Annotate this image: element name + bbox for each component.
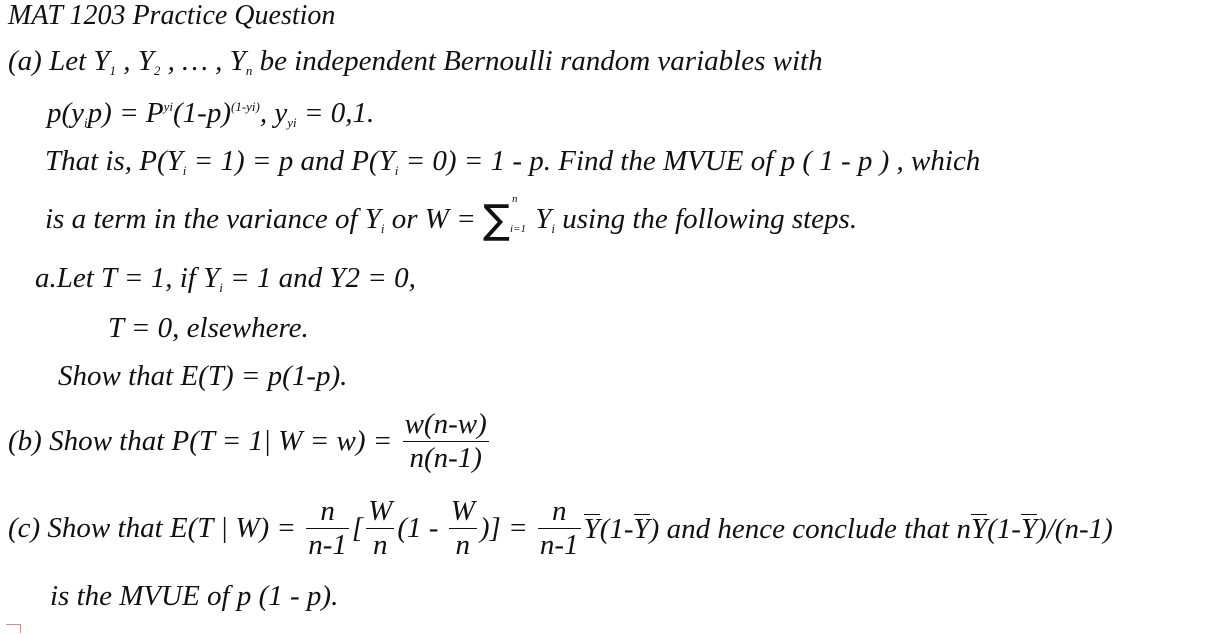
var-4: using the following steps. (555, 203, 858, 235)
c-paren-2: ) and hence conclude that n (649, 512, 971, 545)
y-bar: Y (970, 512, 988, 545)
subscript: 2 (153, 63, 161, 78)
pmf-mid2: (1-p) (173, 97, 231, 129)
subscript: i (219, 280, 223, 295)
subscript: yi (287, 115, 297, 130)
fraction-numerator: W (450, 495, 475, 527)
that-is-2: = 1) = p and P(Y (186, 145, 395, 177)
part-c-text: (c) Show that E(T | W) = (8, 512, 304, 544)
c-paren-1: (1- (599, 512, 634, 545)
fraction-numerator: w(n-w) (404, 408, 487, 440)
c-paren-3: (1- (987, 512, 1021, 545)
step-a-line-2: T = 0, elsewhere. (108, 312, 309, 344)
that-is-1: That is, P(Y (45, 145, 183, 177)
part-c-line (8, 497, 1113, 560)
sum-lower: i=1 (509, 223, 526, 236)
var-2: or W = (384, 203, 484, 235)
subscript: n (245, 63, 253, 78)
subscript: i (394, 163, 399, 178)
subscript: i (380, 221, 385, 236)
var-1: is a term in the variance of Y (45, 203, 381, 235)
part-c-line-2: is the MVUE of p (1 - p). (50, 580, 339, 612)
page-title: MAT 1203 Practice Question (8, 0, 336, 31)
that-is-line (45, 147, 980, 177)
y-bar: Y (1020, 512, 1038, 545)
part-b-text: (b) Show that P(T = 1| W = w) = (8, 425, 400, 457)
fraction-numerator: n (320, 495, 335, 527)
summation-icon: ∑ (483, 197, 510, 243)
bracket-open: [ (351, 512, 364, 544)
variance-line (45, 193, 858, 243)
part-a-line-1 (8, 47, 823, 77)
subscript: i (551, 221, 555, 236)
c-paren-4: )/(n-1) (1037, 512, 1113, 545)
pmf-tail: , y (259, 97, 288, 129)
c-close: )] = (479, 512, 535, 544)
subscript: 1 (109, 63, 116, 78)
step-a-line-1 (35, 264, 416, 294)
fraction-denominator: n-1 (308, 529, 347, 561)
y-bar: Y (633, 512, 650, 545)
pmf-lhs: p(y (47, 97, 85, 129)
fraction (449, 497, 477, 560)
fraction (306, 497, 349, 560)
corner-mark (6, 624, 21, 633)
pmf-end: = 0,1. (296, 97, 375, 129)
fraction-denominator: n-1 (539, 529, 579, 561)
fraction-denominator: n (366, 528, 394, 560)
fraction-denominator: n(n-1) (403, 441, 489, 473)
c-tail (584, 513, 1113, 545)
y-bar: Y (583, 512, 600, 545)
fraction-numerator: n (551, 495, 567, 527)
superscript: (1-yi) (230, 99, 260, 114)
seq-sep: , Y (116, 45, 154, 77)
seq-end: be independent Bernoulli random variables with (252, 45, 823, 77)
sum-upper: n (511, 193, 518, 206)
c-mid: (1 - (397, 512, 446, 544)
subscript: i (182, 163, 187, 178)
fraction (538, 497, 581, 560)
superscript: yi (163, 99, 173, 114)
step-a-line-3: Show that E(T) = p(1-p). (58, 360, 348, 392)
var-3: Y (527, 203, 552, 235)
subscript: i (84, 115, 88, 130)
pmf-line (47, 99, 374, 129)
pmf-mid: p) = P (87, 97, 164, 129)
fraction-denominator: n (449, 528, 477, 560)
sum-limits (509, 193, 528, 236)
step-a1-2: = 1 and Y2 = 0, (222, 262, 416, 294)
part-a-label: (a) Let Y (8, 45, 110, 77)
part-b-line (8, 410, 492, 473)
that-is-3: = 0) = 1 - p. Find the MVUE of p ( 1 - p ) , which (398, 145, 981, 177)
fraction (366, 497, 394, 560)
fraction (403, 410, 489, 473)
fraction-numerator: W (368, 495, 393, 527)
seq-tail: , … , Y (160, 45, 246, 77)
step-a1-1: a.Let T = 1, if Y (35, 262, 220, 294)
